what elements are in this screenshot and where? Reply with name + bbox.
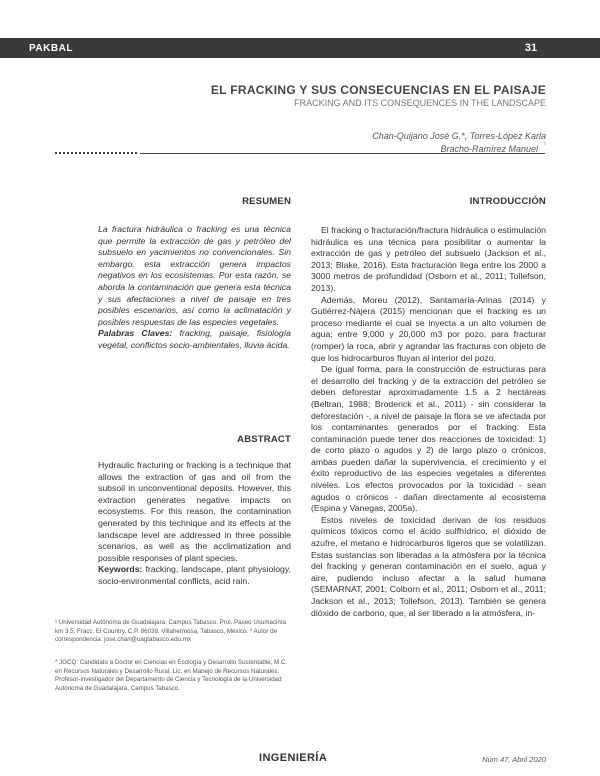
header-bar <box>0 38 600 58</box>
resumen-body <box>98 224 291 352</box>
abstract-body <box>98 460 291 588</box>
abstract-heading: ABSTRACT <box>237 434 291 445</box>
dotted-divider <box>55 152 137 154</box>
title-rule <box>140 153 545 154</box>
article-subtitle: FRACKING AND ITS CONSEQUENCES IN THE LANDSCAPE <box>294 98 546 108</box>
authors-line-1: Chan-Quijano José G.*, Torres-López Karla <box>372 131 546 141</box>
intro-paragraph: Además, Moreu (2012), Santamaría-Arinas (2014) y Gutiérrez-Nájera (2015) mencionan que el fracking es un proceso mediante el cual se inyecta a un alto volumen de agua; entre 9,000 y 20,000 m3 por pozo, para fracturar (romper) la roca, abrir y agrandar las fracturas con objeto de que los hidrocarburos fluyan al interior del pozo. <box>311 294 546 363</box>
intro-paragraph: El fracking o fracturación/fractura hidráulica o estimulación hidráulica es una técnica para posibilitar o aumentar la extracción de gas y petróleo del subsuelo (Jackson et al., 2013; Blake, 2016). Esta fracturación llega entre los 2000 a 3000 metros de profundidad (Osborn et al., 2011; Tollefson, 2013). <box>311 225 547 293</box>
abstract-keywords-label: Keywords: <box>98 564 143 575</box>
footnote-affiliation: ¹ Universidad Autónoma de Guadalajara, Campus Tabasco. Prol. Paseo Usumacinta km 3.5, Fracc. El Country, C.P. 86039, Villahermosa, Tabasco, México. * Autor de correspondencia: jose.chan@uagtabasco.edu.mx <box>55 619 287 643</box>
introduccion-body <box>311 225 546 619</box>
author-affiliation-mark: ¹ <box>544 142 546 148</box>
abstract-text: Hydraulic fracturing or fracking is a technique that allows the extraction of gas and oil from the subsoil in unconventional deposits. However, this extraction generates negative impacts on ecosystems. For this reason, the contamination generated by this technique and its effects at the landscape level are addressed in three possible scenarios, as well as the acclimatization and possible responses of plant species. <box>98 460 291 563</box>
resumen-text: La fractura hidráulica o fracking es una técnica que permite la extracción de gas y petróleo del subsuelo en yacimientos no convencionales. Sin embargo, esta extracción genera impactos negativos en los ecosistemas. Por esta razón, se aborda la contaminación que genera esta técnica y sus afectaciones a nivel de paisaje en tres posibles escenarios, así como la aclimatación y posibles respuestas de las especies vegetales. <box>98 224 291 327</box>
intro-paragraph: De igual forma, para la construcción de estructuras para el desarrollo del fracking y de la extracción del petróleo se deben deforestar aproximadamente 1.5 a 2 hectáreas (Beltran, 1988; Broderick et al., 2011) - sin considerar la deforestación -, a nivel de paisaje la flora se ve afectada por los contaminantes generados por el fracking. Esta contaminación puede tener dos reacciones de toxicidad: 1) de corto plazo o agudos y 2) de largo plazo o crónicos, ambas pueden dañar la supervivencia, el crecimiento y el éxito reproductivo de las especies vegetales a diferentes niveles. Los efectos provocados por la toxicidad - sean agudos o crónicos - dañan directamente al ecosistema (Espina y Vanegas, 2005a). <box>311 364 546 514</box>
resumen-keywords-label: Palabras Claves: <box>98 328 173 339</box>
journal-logo: PAKBAL <box>29 43 73 54</box>
abstract-keywords <box>98 564 291 587</box>
footnote-author-bio: * JGCQ: Candidato a Doctor en Ciencias en Ecología y Desarrollo Sustentable, M.C. en Recursos Naturales y Desarrollo Rural, Lic. en Manejo de Recursos Naturales. Profesor-investigador del Departamento de Ciencia y Tecnología de la Universidad Autónoma de Guadalajara, Campus Tabasco. <box>55 659 288 692</box>
article-title: EL FRACKING Y SUS CONSECUENCIAS EN EL PAISAJE <box>210 83 546 97</box>
resumen-heading: RESUMEN <box>242 196 291 207</box>
footer-journal-name: INGENIERÍA <box>259 752 328 764</box>
abstract-keywords-text: fracking, landscape, plant physiology, socio-environmental conflicts, acid rain. <box>98 564 291 586</box>
introduccion-heading: INTRODUCCIÓN <box>469 196 546 207</box>
page-number: 31 <box>524 42 538 54</box>
intro-paragraph: Estos niveles de toxicidad derivan de los residuos químicos tóxicos como el ácido sulfhídrico, el dióxido de azufre, el metano e hidrocarburos ligeros que se volatilizan. Estas sustancias son liberadas a la atmósfera por la técnica del fracking y generan contaminación en el suelo, agua y aire, pudiendo incluso afectar a la salud humana (SEMARNAT, 2001; Colborn et al., 2011; Osborn et al., 2011; Jackson et al., 2013; Tollefson, 2013). También se genera dióxido de carbono, que, al ser liberado a la atmósfera, in- <box>311 514 546 618</box>
authors-line-2: Bracho-Ramírez Manuel <box>440 144 538 154</box>
footer-issue: Núm 47, Abril 2020 <box>482 755 546 764</box>
resumen-keywords-text: fracking, paisaje, fisiología vegetal, conflictos socio-ambientales, lluvia ácida. <box>98 328 291 350</box>
resumen-keywords <box>98 328 291 351</box>
